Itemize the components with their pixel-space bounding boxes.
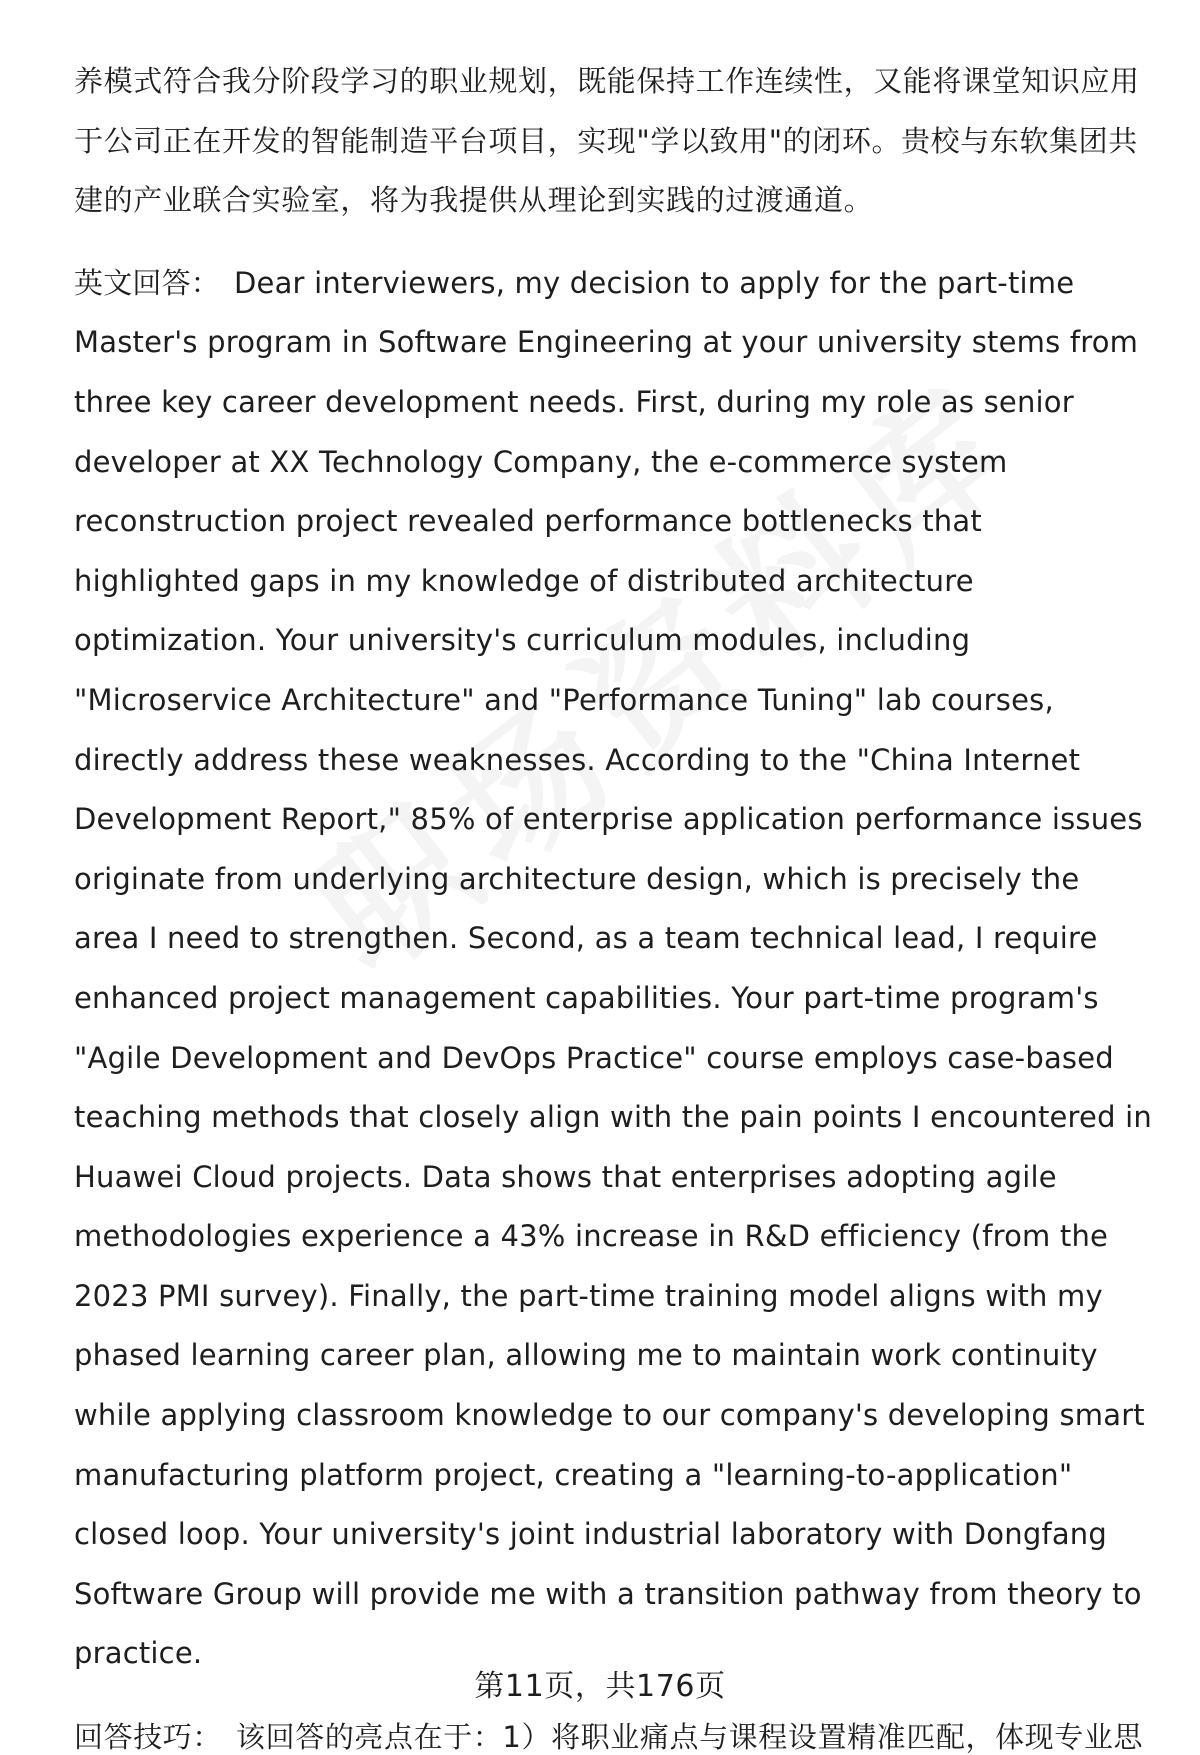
answer-tips-label: 回答技巧： [74,1720,223,1755]
page-content [74,52,1154,1755]
page-number-footer: 第11页，共176页 [474,1669,726,1704]
english-answer-label: 英文回答： [74,265,221,300]
english-answer-text: Dear interviewers, my decision to apply for the part-time Master's program in Software Engineering at your university stems from three key career development needs. First, during my role as senior developer at XX Technology Company, the e-commerce system reconstruction project revealed performance bottlenecks that highlighted gaps in my knowledge of distributed architecture optimization. Your university's curriculum modules, including "Microservice Architecture" and "Performance Tuning" lab courses, directly address these weaknesses. According to the "China Internet Development Report," 85% of enterprise application performance issues originate from underlying architecture design, which is precisely the area I need to strengthen. Second, as a team technical lead, I require enhanced project management capabilities. Your part-time program's "Agile Development and DevOps Practice" course employs case-based teaching methods that closely align with the pain points I encountered in Huawei Cloud projects. Data shows that enterprises adopting agile methodologies experience a 43% increase in R&D efficiency (from the 2023 PMI survey). Finally, the part-time training model aligns with my phased learning career plan, allowing me to maintain work continuity while applying classroom knowledge to our company's developing smart manufacturing platform project, creating a "learning-to-application" closed loop. Your university's joint industrial laboratory with Dongfang Software Group will provide me with a transition pathway from theory to practice. [74,265,1152,1671]
answer-tips-text: 该回答的亮点在于：1）将职业痛点与课程设置精准匹配，体现专业思 [236,1720,1144,1755]
intro-paragraph: 养模式符合我分阶段学习的职业规划，既能保持工作连续性，又能将课堂知识应用于公司正在开发的智能制造平台项目，实现"学以致用"的闭环。贵校与东软集团共建的产业联合实验室，将为我提供从理论到实践的过渡通道。 [74,64,1140,218]
answer-tips-paragraph [74,1708,1154,1755]
english-answer-paragraph [74,254,1154,1684]
